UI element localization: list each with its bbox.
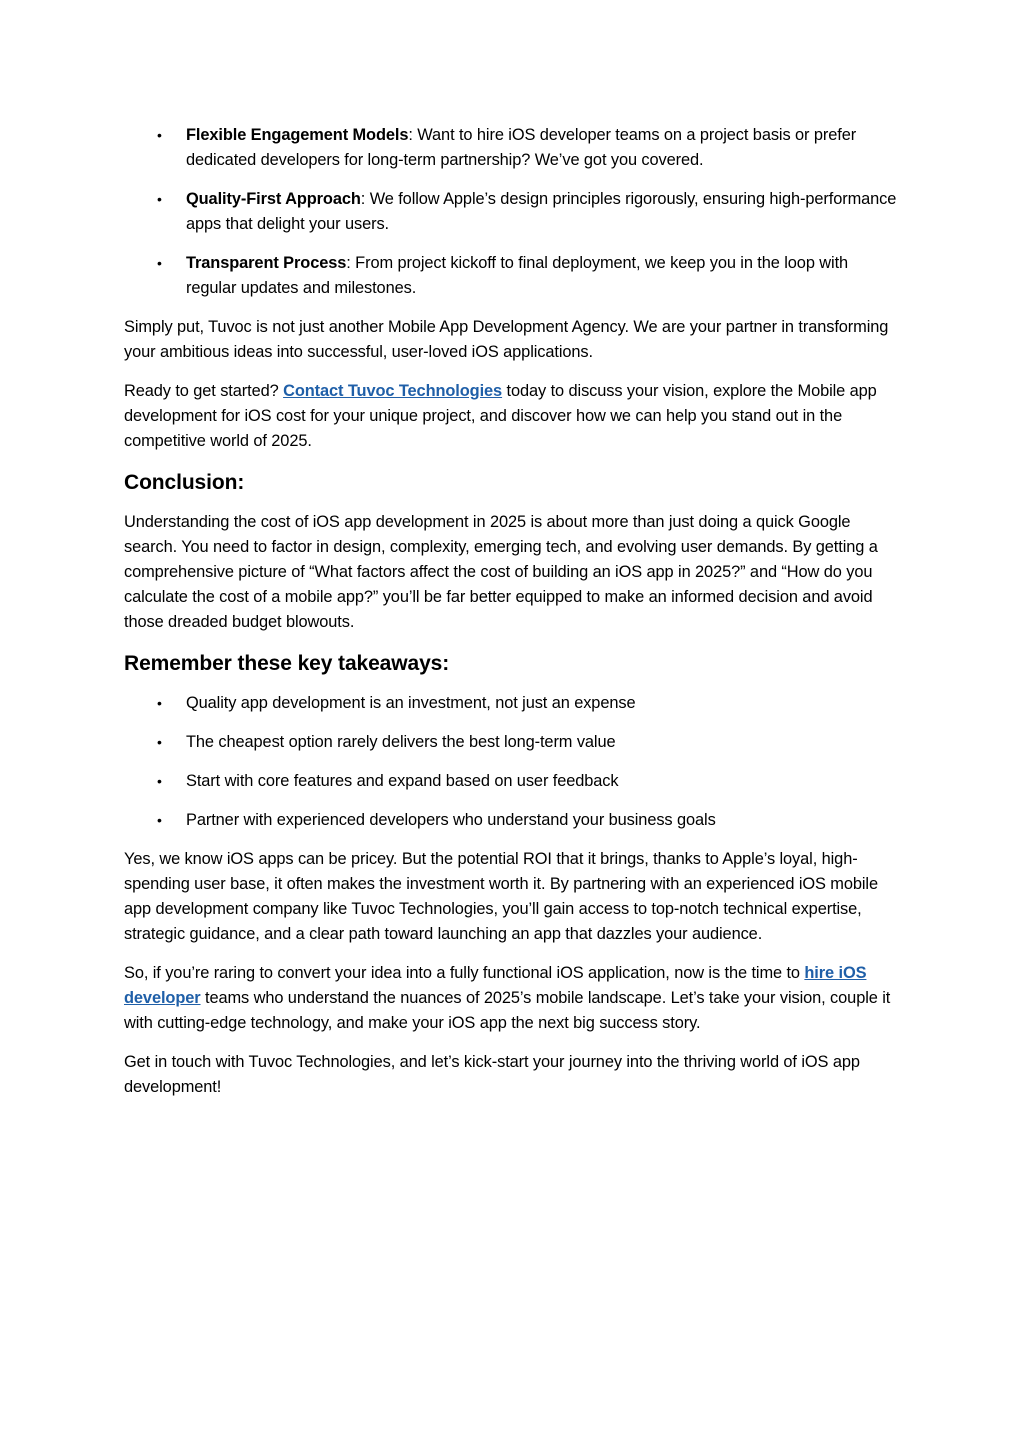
bullet-term: Transparent Process [186, 254, 347, 272]
simply-put-paragraph: Simply put, Tuvoc is not just another Mobile App Development Agency. We are your partner in transforming your ambitious ideas into successful, user-loved iOS applications. [124, 318, 889, 361]
raring-text-before: So, if you’re raring to convert your idea into a fully functional iOS application, now is the time to [124, 964, 805, 982]
bullet-term: Quality-First Approach [186, 190, 361, 208]
list-item [124, 123, 902, 173]
document-body [124, 123, 902, 1114]
roi-paragraph: Yes, we know iOS apps can be pricey. But the potential ROI that it brings, thanks to Apple’s loyal, high-spending user base, it often makes the investment worth it. By partnering with an experienced iOS mobile app development company like Tuvoc Technologies, you’ll gain access to top-notch technical expertise, strategic guidance, and a clear path toward launching an app that dazzles your audience. [124, 850, 878, 943]
conclusion-paragraph: Understanding the cost of iOS app development in 2025 is about more than just doing a quick Google search. You need to factor in design, complexity, emerging tech, and evolving user demands. By getting a comprehensive picture of “What factors affect the cost of building an iOS app in 2025?” and “How do you calculate the cost of a mobile app?” you’ll be far better equipped to make an informed decision and avoid those dreaded budget blowouts. [124, 513, 878, 631]
bullet-icon: • [157, 191, 162, 207]
ready-text-after: today to discuss your vision, explore the Mobile app development for iOS cost for your unique project, and discover how we can help you stand out in the competitive world of 2025. [124, 382, 877, 450]
bullet-text: : From project kickoff to final deployment, we keep you in the loop with regular updates and milestones. [186, 254, 849, 297]
bullet-term: Flexible Engagement Models [186, 126, 409, 144]
takeaway-text: Partner with experienced developers who understand your business goals [186, 811, 716, 829]
list-item [124, 808, 902, 833]
bullet-text: : Want to hire iOS developer teams on a project basis or prefer dedicated developers for long-term partnership? We’ve got you covered. [186, 126, 857, 169]
list-item [124, 691, 902, 716]
contact-tuvoc-link[interactable]: Contact Tuvoc Technologies [283, 382, 503, 400]
engagement-bullet-list [124, 123, 902, 301]
raring-text-after: teams who understand the nuances of 2025’s mobile landscape. Let’s take your vision, couple it with cutting-edge technology, and make your iOS app the next big success story. [124, 989, 891, 1032]
list-item [124, 769, 902, 794]
list-item [124, 187, 902, 237]
takeaway-text: The cheapest option rarely delivers the best long-term value [186, 733, 616, 751]
bullet-icon: • [157, 812, 162, 828]
bullet-text: : We follow Apple’s design principles rigorously, ensuring high-performance apps that delight your users. [186, 190, 897, 233]
ready-paragraph [124, 379, 902, 454]
bullet-icon: • [157, 127, 162, 143]
takeaway-text: Start with core features and expand based on user feedback [186, 772, 619, 790]
bullet-icon: • [157, 734, 162, 750]
takeaway-text: Quality app development is an investment, not just an expense [186, 694, 636, 712]
bullet-icon: • [157, 773, 162, 789]
list-item [124, 730, 902, 755]
bullet-icon: • [157, 255, 162, 271]
hire-ios-developer-link[interactable]: hire iOS developer [124, 964, 867, 1007]
conclusion-heading: Conclusion: [124, 471, 245, 494]
bullet-icon: • [157, 695, 162, 711]
takeaways-heading: Remember these key takeaways: [124, 652, 450, 675]
ready-text-before: Ready to get started? [124, 382, 284, 400]
takeaways-list [124, 691, 902, 833]
raring-paragraph [124, 961, 902, 1036]
list-item [124, 251, 902, 301]
closing-paragraph: Get in touch with Tuvoc Technologies, and let’s kick-start your journey into the thriving world of iOS app development! [124, 1053, 860, 1096]
